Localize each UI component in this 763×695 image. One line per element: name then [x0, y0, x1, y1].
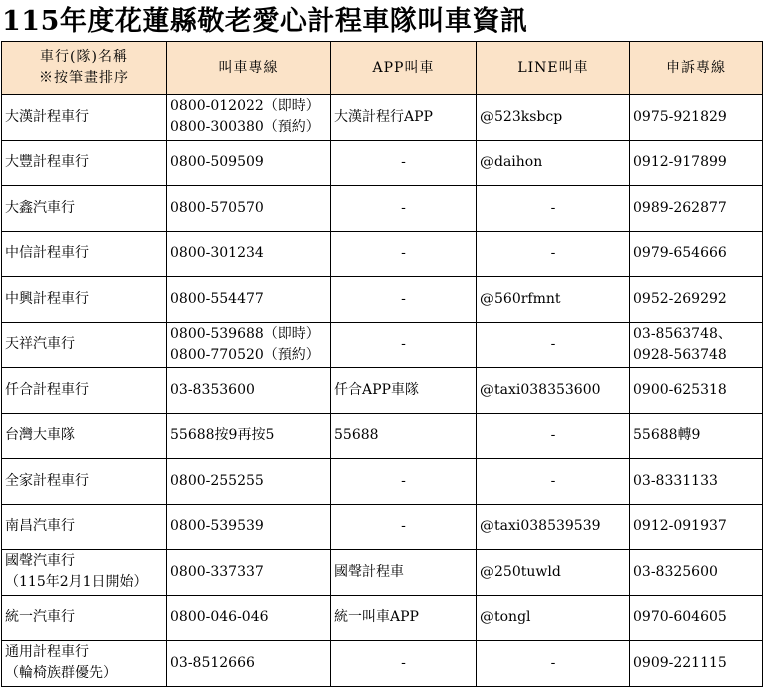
- cell-hotline-line: 0800-046-046: [170, 609, 269, 626]
- cell-line: -: [477, 413, 630, 459]
- cell-line: @250tuwld: [477, 550, 630, 596]
- cell-complaint: [630, 413, 763, 459]
- header-company-name: 車行(隊)名稱: [40, 49, 128, 65]
- cell-hotline-line: 0800-554477: [170, 290, 264, 307]
- cell-complaint: [630, 459, 763, 505]
- cell-complaint-line: 0909-221115: [633, 654, 727, 671]
- cell-app: 55688: [331, 413, 477, 459]
- cell-complaint-line: 0979-654666: [633, 245, 727, 262]
- table-row: [2, 504, 763, 550]
- cell-app: -: [331, 186, 477, 232]
- cell-hotline-line: 03-8512666: [170, 654, 255, 671]
- cell-hotline: [167, 413, 331, 459]
- cell-company-line: 國聲汽車行: [5, 553, 75, 570]
- cell-company-line: 天祥汽車行: [5, 336, 75, 353]
- cell-company-line: 台灣大車隊: [5, 427, 75, 444]
- table-row: [2, 277, 763, 323]
- cell-hotline: [167, 641, 331, 687]
- cell-line: -: [477, 186, 630, 232]
- cell-complaint-line: 0952-269292: [633, 290, 727, 307]
- cell-hotline: [167, 504, 331, 550]
- cell-hotline: [167, 459, 331, 505]
- cell-complaint-line: 0912-917899: [633, 154, 727, 171]
- cell-company-line: 中信計程車行: [5, 245, 89, 262]
- cell-complaint: [630, 231, 763, 277]
- cell-company-line: 南昌汽車行: [5, 518, 75, 535]
- cell-line: -: [477, 231, 630, 277]
- cell-line: @523ksbcp: [477, 95, 630, 141]
- cell-complaint-line: 0975-921829: [633, 108, 727, 125]
- cell-complaint: [630, 595, 763, 641]
- cell-hotline: [167, 140, 331, 186]
- table-row: [2, 95, 763, 141]
- cell-hotline: [167, 368, 331, 414]
- cell-complaint-line: 0928-563748: [633, 346, 727, 363]
- cell-company: [2, 277, 167, 323]
- cell-company: [2, 186, 167, 232]
- table-row: [2, 550, 763, 596]
- cell-hotline: [167, 322, 331, 368]
- cell-complaint-line: 03-8563748、: [633, 325, 732, 342]
- cell-line: @tongl: [477, 595, 630, 641]
- cell-app: -: [331, 504, 477, 550]
- cell-hotline-line: 0800-337337: [170, 563, 264, 580]
- table-row: [2, 140, 763, 186]
- cell-hotline-line: 0800-301234: [170, 245, 264, 262]
- cell-company-line: （115年2月1日開始）: [5, 574, 148, 591]
- table-row: [2, 459, 763, 505]
- cell-complaint: [630, 368, 763, 414]
- cell-company-line: 仟合計程車行: [5, 381, 89, 398]
- cell-app: -: [331, 231, 477, 277]
- cell-company-line: 大豐計程車行: [5, 154, 89, 171]
- cell-company: [2, 459, 167, 505]
- cell-company-line: 大鑫汽車行: [5, 199, 75, 216]
- cell-hotline-line: 0800-300380（預約）: [170, 119, 320, 136]
- header-row: [2, 42, 763, 95]
- header-company-sort-note: ※按筆畫排序: [39, 70, 129, 86]
- cell-hotline-line: 0800-255255: [170, 472, 264, 489]
- cell-app: -: [331, 459, 477, 505]
- cell-app: -: [331, 140, 477, 186]
- header-hotline: 叫車專線: [167, 42, 331, 95]
- cell-app: 大漢計程行APP: [331, 95, 477, 141]
- cell-company-line: 中興計程車行: [5, 290, 89, 307]
- cell-app: -: [331, 277, 477, 323]
- table-row: [2, 368, 763, 414]
- table-row: [2, 231, 763, 277]
- cell-app: 統一叫車APP: [331, 595, 477, 641]
- cell-hotline: [167, 277, 331, 323]
- cell-line: -: [477, 459, 630, 505]
- cell-hotline-line: 0800-012022（即時）: [170, 98, 320, 115]
- header-complaint: 申訴專線: [630, 42, 763, 95]
- cell-company: [2, 413, 167, 459]
- table-row: [2, 322, 763, 368]
- cell-hotline-line: 55688按9再按5: [170, 427, 275, 444]
- cell-company: [2, 595, 167, 641]
- cell-complaint: [630, 504, 763, 550]
- cell-company: [2, 95, 167, 141]
- cell-hotline-line: 0800-570570: [170, 199, 264, 216]
- cell-hotline-line: 0800-539688（即時）: [170, 325, 320, 342]
- cell-complaint-line: 0989-262877: [633, 199, 727, 216]
- table-row: [2, 641, 763, 687]
- cell-app: 仟合APP車隊: [331, 368, 477, 414]
- cell-app: 國聲計程車: [331, 550, 477, 596]
- cell-line: -: [477, 322, 630, 368]
- header-company: [2, 42, 167, 95]
- cell-line: @taxi038539539: [477, 504, 630, 550]
- table-body: [2, 95, 763, 687]
- cell-complaint: [630, 322, 763, 368]
- cell-complaint-line: 0912-091937: [633, 518, 727, 535]
- cell-hotline: [167, 95, 331, 141]
- table-row: [2, 186, 763, 232]
- cell-complaint-line: 03-8325600: [633, 563, 718, 580]
- cell-company: [2, 641, 167, 687]
- cell-hotline: [167, 186, 331, 232]
- cell-complaint: [630, 140, 763, 186]
- cell-line: @taxi038353600: [477, 368, 630, 414]
- cell-company: [2, 140, 167, 186]
- cell-hotline: [167, 550, 331, 596]
- cell-line: @560rfmnt: [477, 277, 630, 323]
- cell-company-line: 大漢計程車行: [5, 108, 89, 125]
- cell-complaint: [630, 550, 763, 596]
- cell-company: [2, 504, 167, 550]
- cell-line: @daihon: [477, 140, 630, 186]
- header-app: APP叫車: [331, 42, 477, 95]
- page-title: 115年度花蓮縣敬老愛心計程車隊叫車資訊: [2, 6, 528, 37]
- cell-complaint: [630, 641, 763, 687]
- cell-company: [2, 550, 167, 596]
- table-row: [2, 595, 763, 641]
- cell-company: [2, 322, 167, 368]
- cell-hotline-line: 03-8353600: [170, 381, 255, 398]
- cell-company: [2, 368, 167, 414]
- cell-line: -: [477, 641, 630, 687]
- cell-complaint-line: 03-8331133: [633, 472, 718, 489]
- cell-company-line: 全家計程車行: [5, 472, 89, 489]
- cell-app: -: [331, 322, 477, 368]
- cell-hotline-line: 0800-770520（預約）: [170, 346, 320, 363]
- cell-complaint-line: 55688轉9: [633, 427, 701, 444]
- header-line: LINE叫車: [477, 42, 630, 95]
- cell-company-line: （輪椅族群優先）: [5, 665, 117, 682]
- taxi-info-table: [1, 41, 763, 687]
- cell-hotline-line: 0800-509509: [170, 154, 264, 171]
- cell-complaint: [630, 277, 763, 323]
- cell-complaint-line: 0970-604605: [633, 609, 727, 626]
- cell-complaint-line: 0900-625318: [633, 381, 727, 398]
- cell-hotline: [167, 231, 331, 277]
- cell-hotline: [167, 595, 331, 641]
- cell-company: [2, 231, 167, 277]
- cell-company-line: 通用計程車行: [5, 644, 89, 661]
- cell-complaint: [630, 95, 763, 141]
- cell-hotline-line: 0800-539539: [170, 518, 264, 535]
- cell-app: -: [331, 641, 477, 687]
- cell-complaint: [630, 186, 763, 232]
- table-row: [2, 413, 763, 459]
- cell-company-line: 統一汽車行: [5, 609, 75, 626]
